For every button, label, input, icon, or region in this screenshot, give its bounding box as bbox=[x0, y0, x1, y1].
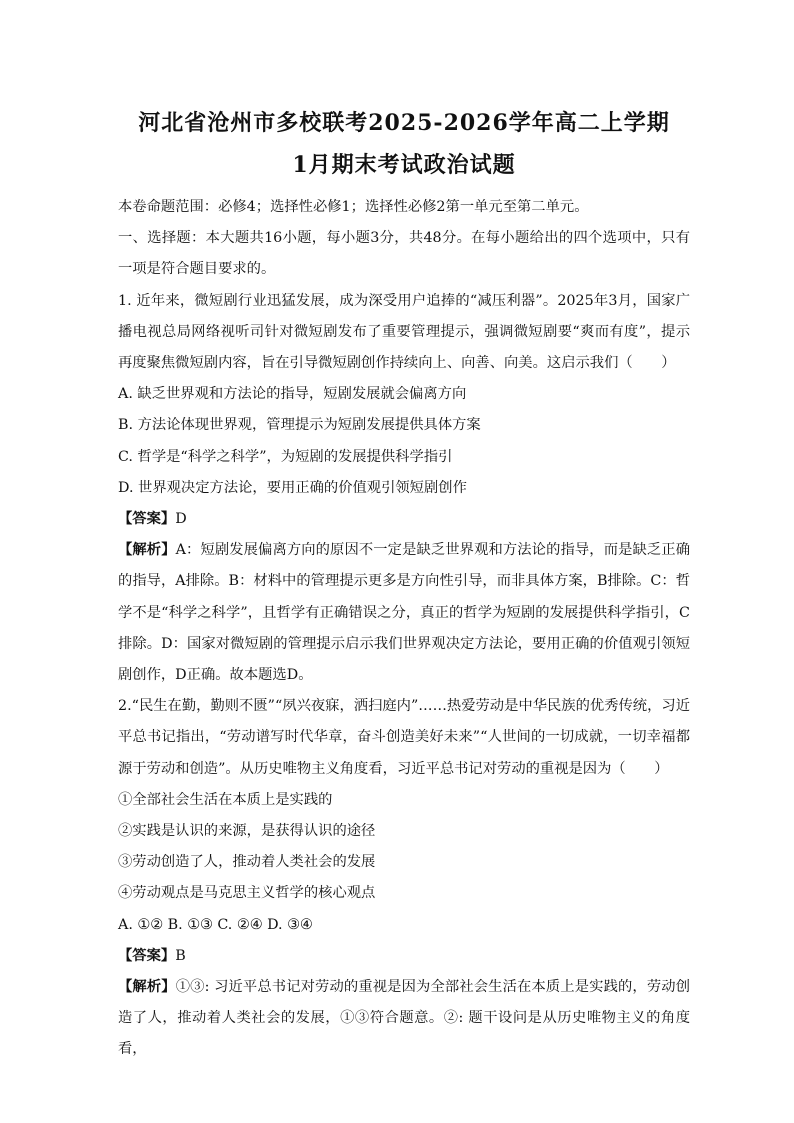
analysis-label: 【解析】 bbox=[118, 979, 176, 996]
answer-value: B bbox=[175, 947, 186, 964]
question-1-stem: 1. 近年来，微短剧行业迅猛发展，成为深受用户追捧的“减压利器”。2025年3月，国家广播电视总局网络视听司针对微短剧发布了重要管理提示，强调微短剧要“爽而有度”，提示再度聚焦微短剧内容，旨在引导微短剧创作持续向上、向善、向美。这启示我们（ ） bbox=[118, 292, 690, 372]
question-2-answer bbox=[118, 941, 690, 972]
question-2-stem: 2.“民生在勤，勤则不匮”“夙兴夜寐，洒扫庭内”……热爱劳动是中华民族的优秀传统，习近平总书记指出，“劳动谱写时代华章，奋斗创造美好未来”“人世间的一切成就，一切幸福都源于劳动和创造”。从历史唯物主义角度看，习近平总书记对劳动的重视是因为（ ） bbox=[118, 698, 690, 777]
title-line-2: 1月期末考试政治试题 bbox=[292, 152, 516, 178]
question-1-option-a: A. 缺乏世界观和方法论的指导，短剧发展就会偏离方向 bbox=[118, 386, 467, 403]
answer-label: 【答案】 bbox=[118, 947, 176, 964]
question-1-option-d: D. 世界观决定方法论，要用正确的价值观引领短剧创作 bbox=[118, 479, 467, 496]
question-2-item-2: ②实践是认识的来源，是获得认识的途径 bbox=[118, 823, 376, 840]
answer-label: 【答案】 bbox=[118, 511, 176, 528]
question-2-item-3: ③劳动创造了人，推动着人类社会的发展 bbox=[118, 854, 376, 871]
question-1-option-b: B. 方法论体现世界观，管理提示为短剧发展提供具体方案 bbox=[118, 417, 481, 434]
question-2-analysis bbox=[118, 972, 690, 1066]
analysis-text: A：短剧发展偏离方向的原因不一定是缺乏世界观和方法论的指导，而是缺乏正确的指导，A排除。B：材料中的管理提示更多是方向性引导，而非具体方案，B排除。C：哲学不是“科学之科学”，且哲学有正确错误之分，真正的哲学为短剧的发展提供科学指引，C排除。D：国家对微短剧的管理提示启示我们世界观决定方法论，要用正确的价值观引领短剧创作，D正确。故本题选D。 bbox=[118, 542, 690, 684]
question-1-option-c: C. 哲学是“科学之科学”，为短剧的发展提供科学指引 bbox=[118, 448, 453, 465]
question-1-answer bbox=[118, 504, 690, 535]
analysis-label: 【解析】 bbox=[118, 542, 176, 559]
question-2-item-4: ④劳动观点是马克思主义哲学的核心观点 bbox=[118, 885, 376, 902]
title-line-1: 河北省沧州市多校联考2025-2026学年高二上学期 bbox=[138, 110, 670, 136]
analysis-text: ①③: 习近平总书记对劳动的重视是因为全部社会生活在本质上是实践的，劳动创造了人，推动着人类社会的发展，①③符合题意。②: 题干设问是从历史唯物主义的角度看， bbox=[118, 979, 691, 1058]
exam-scope: 本卷命题范围：必修4；选择性必修1；选择性必修2第一单元至第二单元。 bbox=[118, 199, 589, 215]
answer-value: D bbox=[175, 511, 187, 528]
exam-title bbox=[118, 102, 690, 186]
question-2-options: A. ①② B. ①③ C. ②④ D. ③④ bbox=[118, 916, 313, 933]
question-2-item-1: ①全部社会生活在本质上是实践的 bbox=[118, 791, 333, 808]
section-intro: 一、选择题：本大题共16小题，每小题3分，共48分。在每小题给出的四个选项中，只有一项是符合题目要求的。 bbox=[118, 230, 690, 278]
question-1-analysis bbox=[118, 535, 690, 691]
exam-content bbox=[118, 192, 690, 1066]
